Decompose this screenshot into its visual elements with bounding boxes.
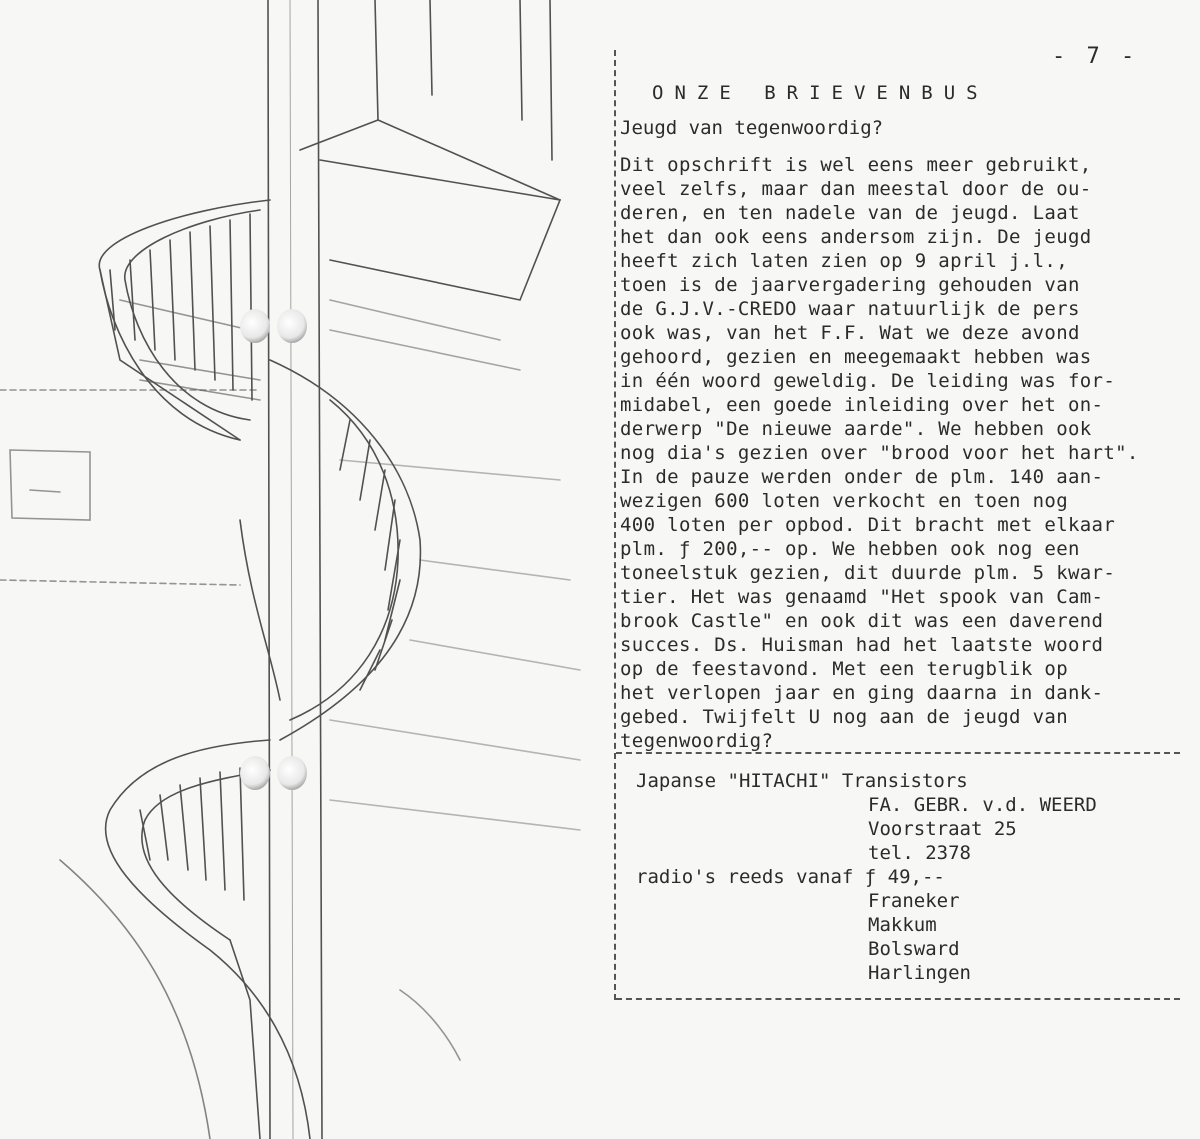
article-line: midabel, een goede inleiding over het on- <box>620 394 1104 416</box>
article-title: Jeugd van tegenwoordig? <box>620 117 884 139</box>
article-line: plm. ƒ 200,-- op. We hebben ook nog een <box>620 538 1080 560</box>
article-line: heeft zich laten zien op 9 april j.l., <box>620 250 1068 272</box>
divider-top <box>616 752 1180 754</box>
article-line: op de feestavond. Met een terugblik op <box>620 658 1068 680</box>
page-number: - 7 - <box>1052 44 1139 69</box>
article-line: Dit opschrift is wel eens meer gebruikt, <box>620 154 1092 176</box>
article-line: deren, en ten nadele van de jeugd. Laat <box>620 202 1080 224</box>
section-heading: ONZE BRIEVENBUS <box>652 82 989 104</box>
article-line: tegenwoordig? <box>620 730 774 752</box>
article-line: 400 loten per opbod. Dit bracht met elkaar <box>620 514 1116 536</box>
divider-bottom <box>616 998 1180 1000</box>
article-line: brook Castle" en ook dit was een daverend <box>620 610 1104 632</box>
ad-town: Makkum <box>868 914 937 936</box>
article-body <box>620 153 1190 753</box>
article-line: derwerp "De nieuwe aarde". We hebben ook <box>620 418 1092 440</box>
article-line: In de pauze werden onder de plm. 140 aan- <box>620 466 1104 488</box>
ad-product: Japanse "HITACHI" Transistors <box>636 770 968 792</box>
punch-hole <box>277 756 307 790</box>
ad-town: Harlingen <box>868 962 971 984</box>
ad-town: Franeker <box>868 890 960 912</box>
article-line: gehoord, gezien en meegemaakt hebben was <box>620 346 1092 368</box>
article-line: tier. Het was genaamd "Het spook van Cam- <box>620 586 1104 608</box>
article-line: toen is de jaarvergadering gehouden van <box>620 274 1080 296</box>
punch-hole <box>240 756 270 790</box>
ad-town: Bolsward <box>868 938 960 960</box>
column-divider <box>614 50 616 1000</box>
article-line: wezigen 600 loten verkocht en toen nog <box>620 490 1068 512</box>
article-line: toneelstuk gezien, dit duurde plm. 5 kwar- <box>620 562 1116 584</box>
article-line: ook was, van het F.F. Wat we deze avond <box>620 322 1080 344</box>
article-line: gebed. Twijfelt U nog aan de jeugd van <box>620 706 1068 728</box>
article-line: het verlopen jaar en ging daarna in dank- <box>620 682 1104 704</box>
ad-price: radio's reeds vanaf ƒ 49,-- <box>636 866 945 888</box>
punch-hole <box>240 309 270 343</box>
article-line: nog dia's gezien over "brood voor het hart". <box>620 442 1139 464</box>
article-line: in één woord geweldig. De leiding was for- <box>620 370 1116 392</box>
article-line: de G.J.V.-CREDO waar natuurlijk de pers <box>620 298 1080 320</box>
ad-company: FA. GEBR. v.d. WEERD <box>868 794 1097 816</box>
ad-phone: tel. 2378 <box>868 842 971 864</box>
article-line: veel zelfs, maar dan meestal door de ou- <box>620 178 1092 200</box>
article-line: het dan ook eens andersom zijn. De jeugd <box>620 226 1092 248</box>
ad-address: Voorstraat 25 <box>868 818 1017 840</box>
article-line: succes. Ds. Huisman had het laatste woord <box>620 634 1104 656</box>
punch-hole <box>277 309 307 343</box>
